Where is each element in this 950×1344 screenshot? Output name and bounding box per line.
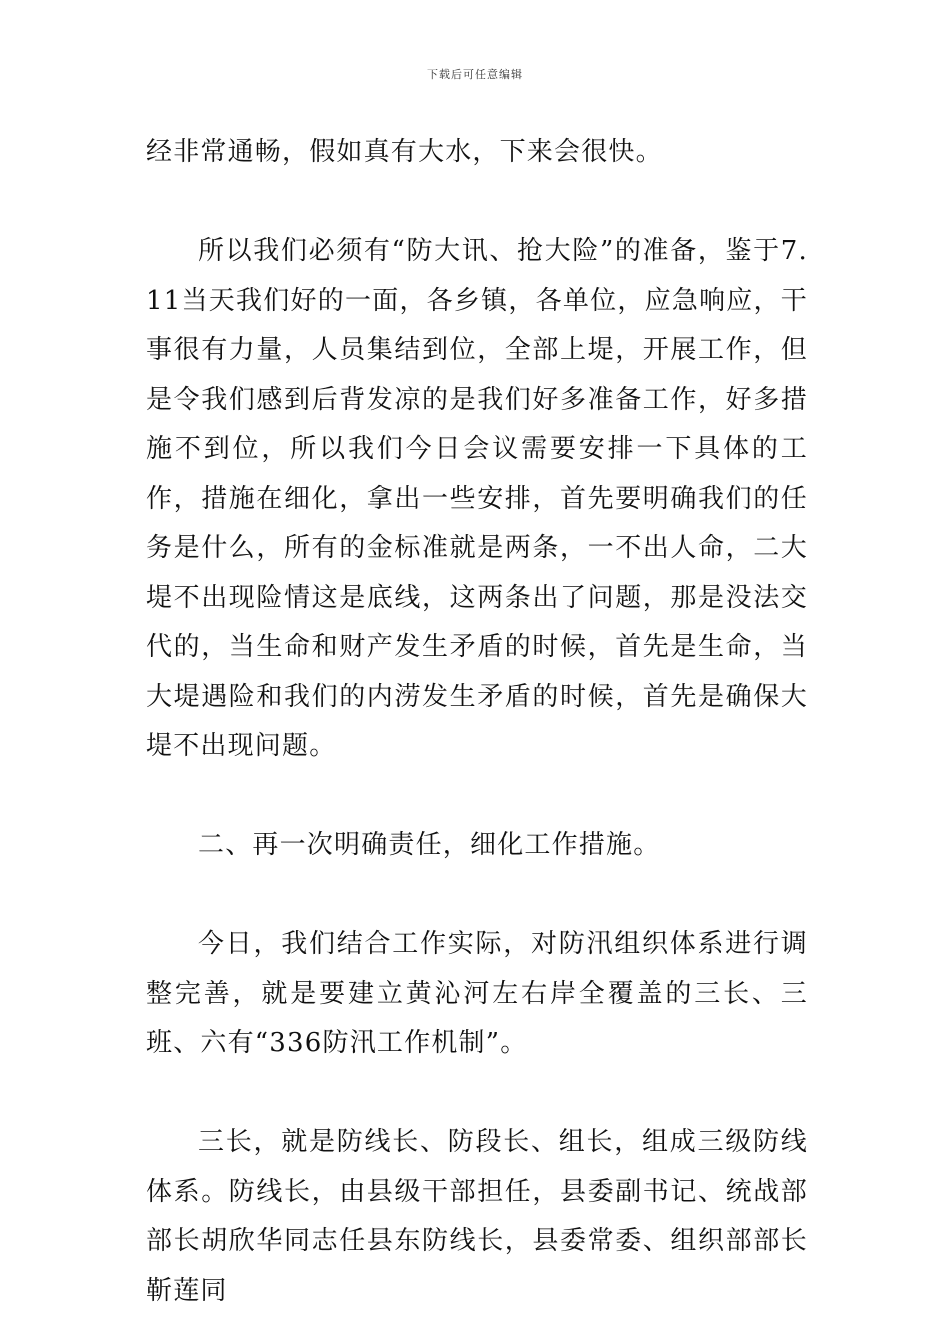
paragraph: 所以我们必须有“防大讯、抢大险”的准备，鉴于7.11当天我们好的一面，各乡镇，各单位，应急响应，干事很有力量，人员集结到位，全部上堤，开展工作，但是令我们感到后背发凉的是我们好多准备工作，好多措施不到位，所以我们今日会议需要安排一下具体的工作，措施在细化，拿出一些安排，首先要明确我们的任务是什么，所有的金标准就是两条，一不出人命，二大堤不出现险情这是底线，这两条出了问题，那是没法交代的，当生命和财产发生矛盾的时候，首先是生命，当大堤遇险和我们的内涝发生矛盾的时候，首先是确保大堤不出现问题。 [146, 236, 808, 761]
page-header: 下载后可任意编辑 [427, 68, 523, 81]
paragraph-gap [146, 871, 808, 921]
paragraph: 今日，我们结合工作实际，对防汛组织体系进行调整完善，就是要建立黄沁河左右岸全覆盖的三长、三班、六有“336防汛工作机制”。 [146, 929, 808, 1058]
paragraph-gap [146, 772, 808, 822]
paragraph-gap [146, 178, 808, 228]
paragraph: 三长，就是防线长、防段长、组长，组成三级防线体系。防线长，由县级干部担任，县委副书记、统战部部长胡欣华同志任县东防线长，县委常委、组织部部长靳莲同 [146, 1127, 808, 1306]
document-body [146, 128, 808, 1316]
paragraph-gap [146, 1069, 808, 1119]
paragraph-continuation: 经非常通畅，假如真有大水，下来会很快。 [146, 137, 663, 167]
section-heading: 二、再一次明确责任，细化工作措施。 [198, 830, 661, 860]
